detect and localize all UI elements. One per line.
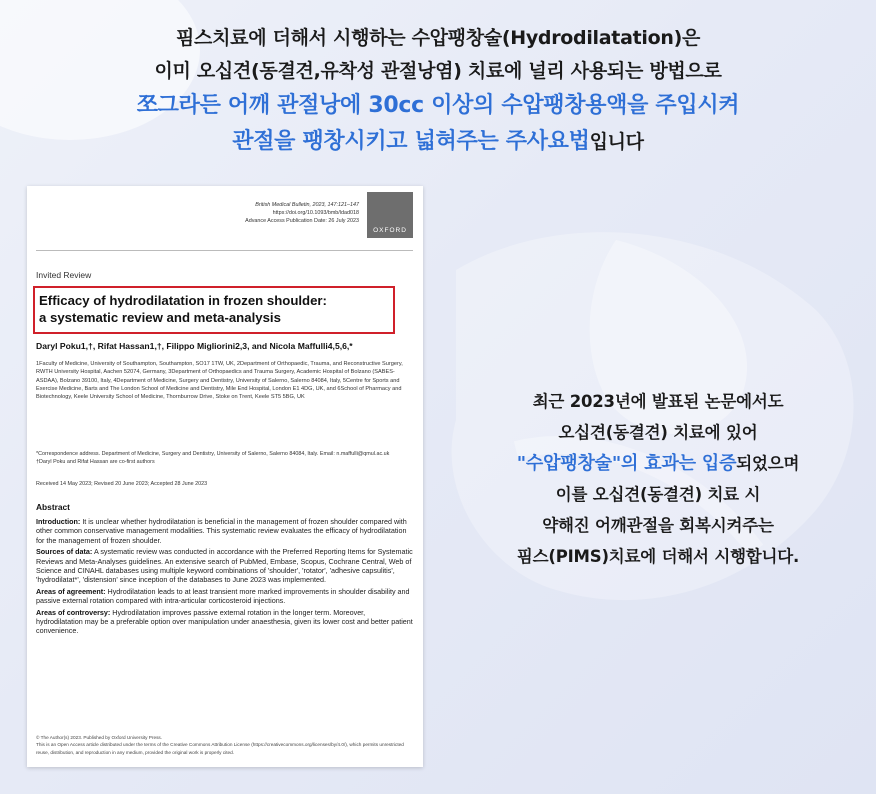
paper-title-line-1: Efficacy of hydrodilatation in frozen shoulder: <box>39 293 327 308</box>
paper-image <box>27 186 423 767</box>
paper-meta <box>119 201 359 225</box>
headline-line-4-highlight: 관절을 팽창시키고 넓혀주는 주사요법 <box>232 129 590 154</box>
doi-link: https://doi.org/10.1093/bmb/ldad018 <box>272 210 359 216</box>
abstract-body <box>36 517 413 638</box>
agreement-label: Areas of agreement: <box>36 586 106 596</box>
received-dates: Received 14 May 2023; Revised 20 June 2023; Accepted 28 June 2023 <box>36 481 208 487</box>
right-description <box>440 386 876 572</box>
right-line-6: 핌스(PIMS)치료에 더해서 시행합니다. <box>516 547 800 566</box>
intro-label: Introduction: <box>36 517 81 526</box>
sources-text: A systematic review was conducted in accordance with the Preferred Reporting Items for Systematic Reviews and Meta-Analyses guidelines. An extensive search of PubMed, Embase, Scopus, Cochrane Central, Web of Science and CINAHL databases using multiple keyword combinations of 'shoulder', 'rotator', 'adhesive capsulitis', 'hydrodilatat*', 'distension' since inception of the databases to June 2023 was implemented. <box>36 547 413 585</box>
divider <box>36 250 413 251</box>
co-first-note: †Daryl Poku and Rifat Hassan are co-first authors <box>36 459 155 466</box>
paper-affiliations: 1Faculty of Medicine, University of Southampton, Southampton, SO17 1TW, UK, 2Department of Orthopaedic, Trauma, and Reconstructive Surgery, RWTH University Hospital, Aachen 52074, Germany, 3Department of Orthopaedics and Trauma Surgery, Academic Hospital of Bolzano (SABES-ASDAA), Bolzano 39100, Italy, 4Department of Medicine, Surgery and Dentistry, University of Salerno, Salerno 84084, Italy, 5Centre for Sports and Exercise Medicine, Barts and The London School of Medicine and Dentistry, Mile End Hospital, London E1 4DG, UK, and 6School of Pharmacy and Biotechnology, Keele University School of Medicine, Thornburrow Drive, Stoke on Trent, Keele ST5 5BG, UK <box>36 361 403 401</box>
abstract-controversy <box>36 608 413 636</box>
advance-access: Advance Access Publication Date: 26 July 2023 <box>245 218 359 224</box>
article-type: Invited Review <box>36 270 92 280</box>
paper-title-line-2: a systematic review and meta-analysis <box>39 310 281 325</box>
agreement-text: Hydrodilatation leads to at least transient more marked improvements in shoulder disability and passive external rotation compared with intra-articular corticosteroid injections. <box>36 586 410 606</box>
publisher-logo: OXFORD <box>367 192 413 238</box>
license-line: This is an Open Access article distributed under the terms of the Creative Commons Attribution License (https://creativecommons.org/licenses/by/4.0/), which permits unrestricted reuse, distribution, and reproduction in any medium, provided the original work is properly cited. <box>36 742 404 755</box>
sources-label: Sources of data: <box>36 547 93 557</box>
journal-citation: British Medical Bulletin, 2023, 147:121–147 <box>255 202 359 208</box>
right-line-2: 오십견(동결견) 치료에 있어 <box>558 423 758 442</box>
abstract-introduction <box>36 517 413 545</box>
intro-text: It is unclear whether hydrodilatation is beneficial in the management of frozen shoulder compared with other common conservative management modalities. This systematic review evaluates the efficacy of hydrodilatation for the management of frozen shoulder. <box>36 517 407 545</box>
correspondence-address: *Correspondence address. Department of Medicine, Surgery and Dentistry, University of Salerno, Salerno 84084, Italy. Email: n.maffulli@qmul.ac.uk <box>36 451 390 457</box>
headline-line-4 <box>0 124 876 160</box>
headline-line-1: 핌스치료에 더해서 시행하는 수압팽창술(Hydrodilatation)은 <box>175 27 701 49</box>
right-line-1: 최근 2023년에 발표된 논문에서도 <box>532 392 784 411</box>
headline-line-3: 쪼그라든 어깨 관절낭에 30cc 이상의 수압팽창용액을 주입시켜 <box>136 93 740 118</box>
headline <box>0 22 876 160</box>
copyright-line: © The Author(s) 2023. Published by Oxford University Press. <box>36 735 163 740</box>
paper-authors: Daryl Poku1,†, Rifat Hassan1,†, Filippo Migliorini2,3, and Nicola Maffulli4,5,6,* <box>36 341 353 351</box>
abstract-agreement <box>36 587 413 606</box>
abstract-sources <box>36 547 413 585</box>
controversy-label: Areas of controversy: <box>36 607 111 617</box>
abstract-heading: Abstract <box>36 502 70 512</box>
right-line-3-highlight: "수압팽창술"의 효과는 입증 <box>516 453 737 474</box>
right-line-4: 이를 오십견(동결견) 치료 시 <box>555 485 761 504</box>
controversy-text: Hydrodilatation improves passive external rotation in the longer term. Moreover, hydrodilatation may be a preferable option over manipulation under anaesthesia, given its lower cost and better patient convenience. <box>36 607 413 636</box>
right-line-5: 약해진 어깨관절을 회복시켜주는 <box>542 516 774 535</box>
headline-line-4-tail: 입니다 <box>589 131 644 153</box>
right-line-3 <box>440 448 876 479</box>
headline-line-2: 이미 오십견(동결견,유착성 관절낭염) 치료에 널리 사용되는 방법으로 <box>154 60 722 82</box>
right-line-3-tail: 되었으며 <box>736 454 800 473</box>
title-highlight-box <box>33 286 395 334</box>
paper-footer <box>36 734 416 756</box>
paper-correspondence <box>36 450 412 466</box>
